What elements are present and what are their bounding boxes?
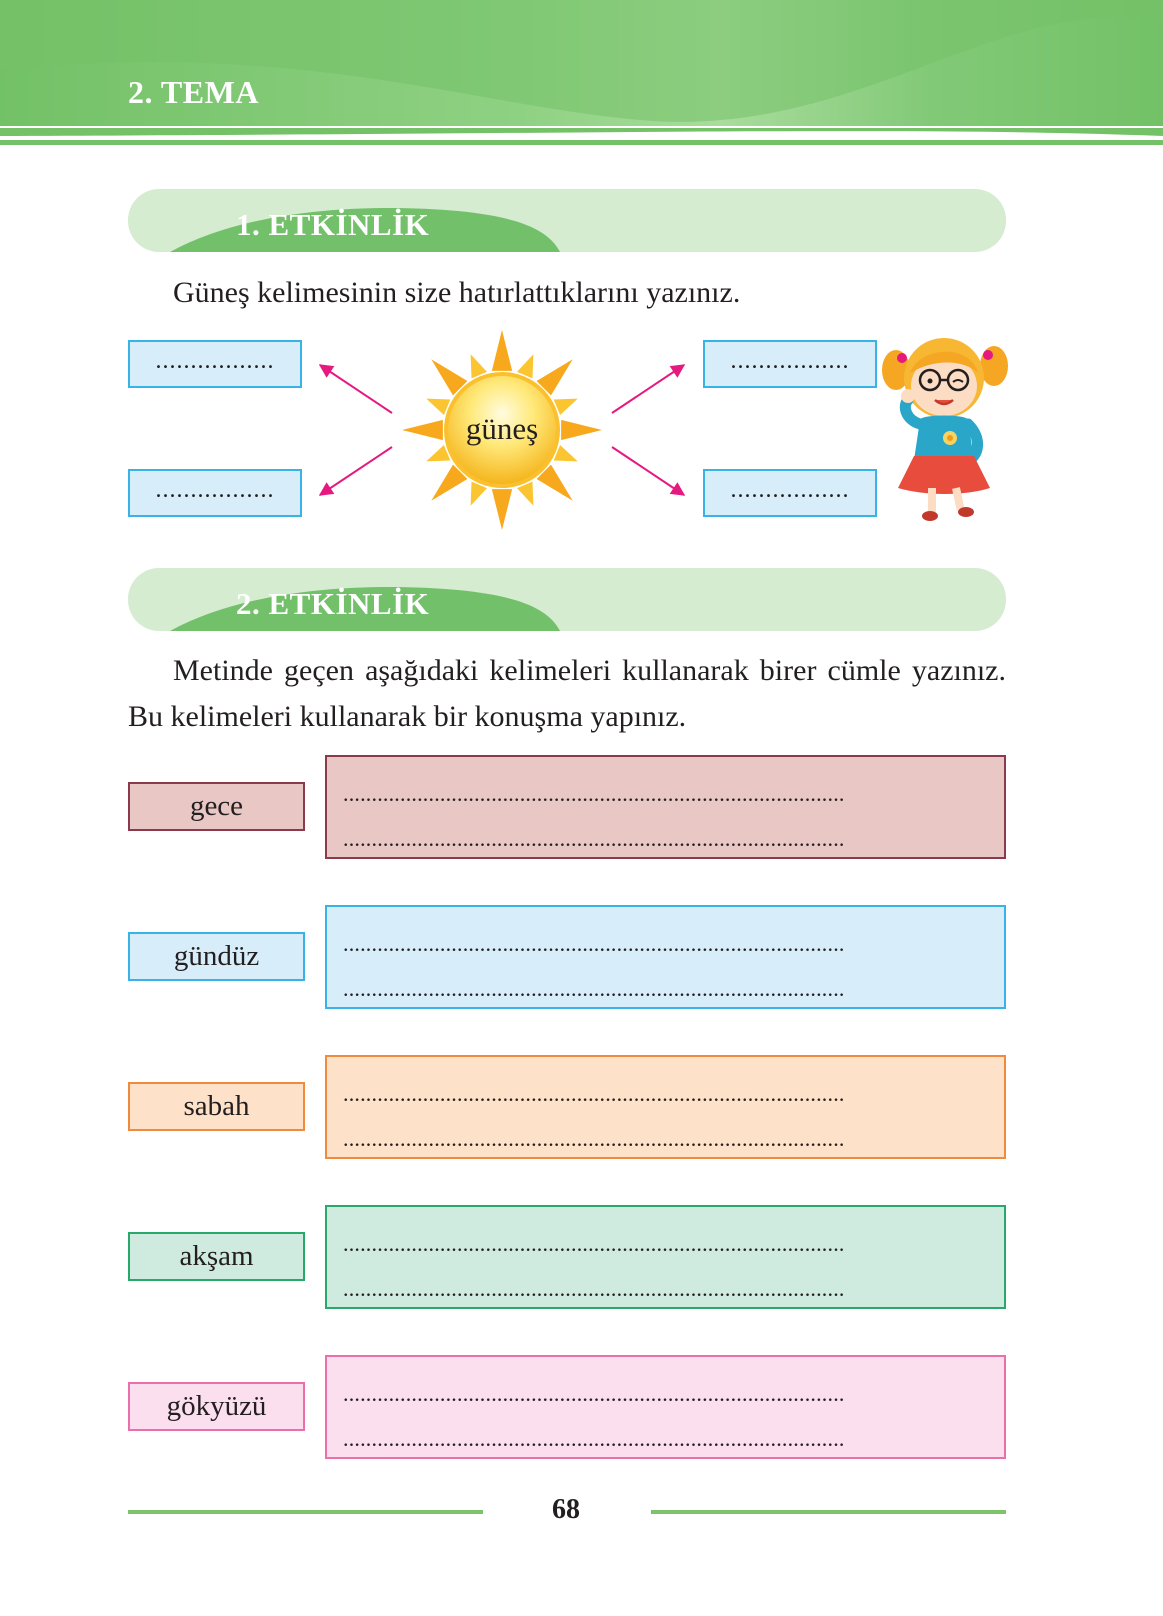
dotted-line: ........................................................................................	[343, 1231, 845, 1256]
word-tag-gokyuzu: gökyüzü	[128, 1382, 305, 1431]
activity-1-banner	[128, 189, 1006, 252]
word-tag-aksam: akşam	[128, 1232, 305, 1281]
association-box-bottom-right[interactable]: .................	[703, 469, 877, 517]
sentence-box-sabah[interactable]	[325, 1055, 1006, 1159]
dotted-line: ........................................................................................	[343, 976, 845, 1001]
sentence-box-gece[interactable]	[325, 755, 1006, 859]
sun-ray	[402, 420, 443, 440]
association-box-top-right[interactable]: .................	[703, 340, 877, 388]
association-box-top-left[interactable]: .................	[128, 340, 302, 388]
arrow-top-right	[612, 365, 684, 413]
dotted-line: ........................................................................................	[343, 931, 845, 956]
dotted-line: ........................................................................................	[343, 1276, 845, 1301]
dotted-line: ........................................................................................	[343, 781, 845, 806]
sun-ray	[492, 330, 512, 371]
dotted-line: ........................................................................................	[343, 1381, 845, 1406]
dotted-line: ........................................................................................	[343, 1081, 845, 1106]
arrow-bottom-left	[320, 447, 392, 495]
sun-ray	[492, 489, 512, 530]
word-tag-gunduz: gündüz	[128, 932, 305, 981]
activity-2-banner	[128, 568, 1006, 631]
girl-illustration	[880, 328, 1010, 524]
sun-ray	[561, 420, 602, 440]
association-box-bottom-left[interactable]: .................	[128, 469, 302, 517]
footer-line-left	[128, 1510, 483, 1514]
sentence-box-aksam[interactable]	[325, 1205, 1006, 1309]
sentence-box-gokyuzu[interactable]	[325, 1355, 1006, 1459]
activity-1-instruction: Güneş kelimesinin size hatırlattıklarını yazınız.	[173, 276, 741, 309]
dotted-line: ........................................................................................	[343, 1126, 845, 1151]
word-tag-sabah: sabah	[128, 1082, 305, 1131]
dotted-line: ........................................................................................	[343, 1426, 845, 1451]
theme-title: 2. TEMA	[128, 74, 259, 110]
arrow-bottom-right	[612, 447, 684, 495]
dotted-line: ........................................................................................	[343, 826, 845, 851]
sentence-box-gunduz[interactable]	[325, 905, 1006, 1009]
activity-2-title: 2. ETKİNLİK	[236, 586, 430, 621]
activity-1-title: 1. ETKİNLİK	[236, 207, 430, 242]
page-number: 68	[552, 1494, 580, 1525]
arrow-top-left	[320, 365, 392, 413]
footer-line-right	[651, 1510, 1006, 1514]
activity-2-instruction: Metinde geçen aşağıdaki kelimeleri kullanarak birer cümle yazınız. Bu kelimeleri kullanarak bir konuşma yapınız.	[128, 654, 1006, 733]
sun-word: güneş	[465, 411, 539, 446]
word-tag-gece: gece	[128, 782, 305, 831]
